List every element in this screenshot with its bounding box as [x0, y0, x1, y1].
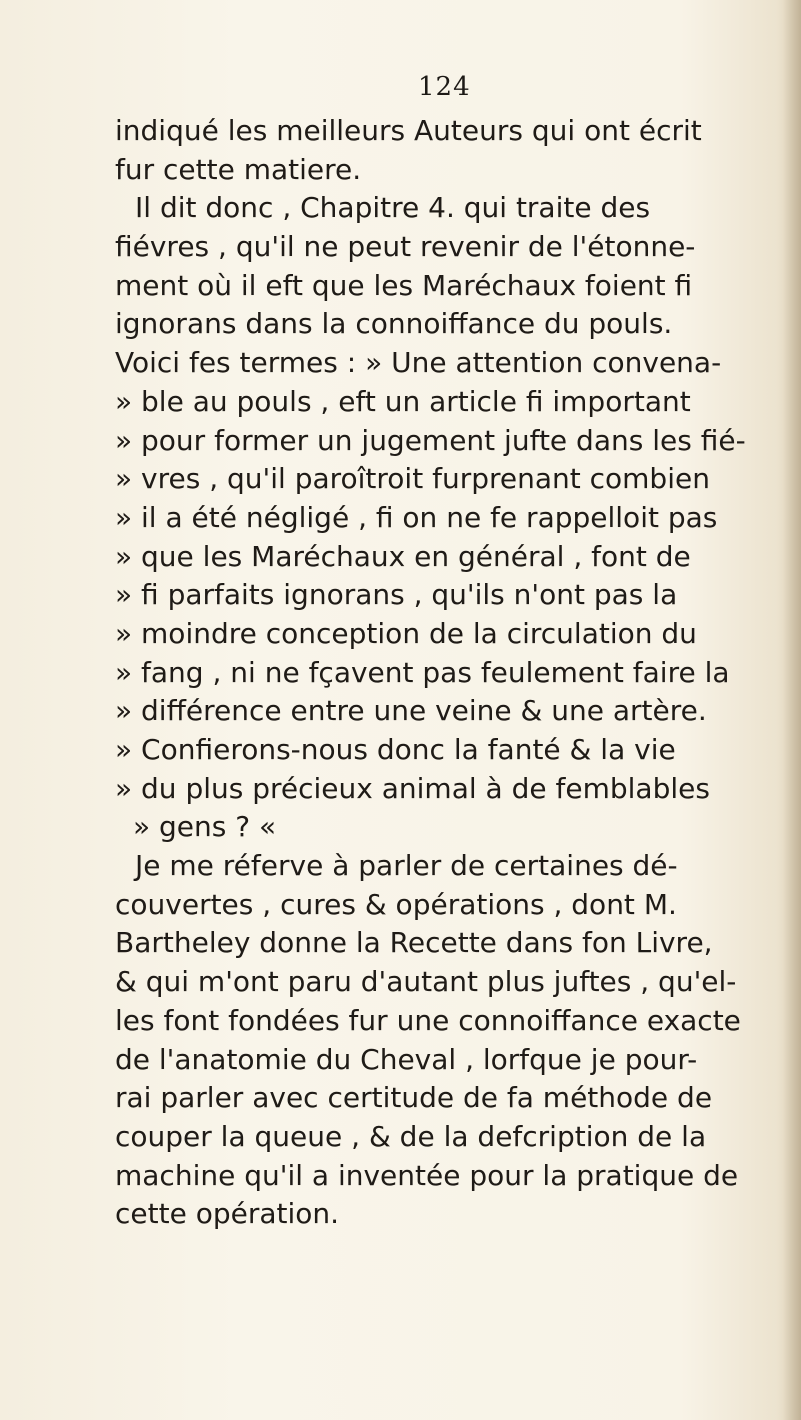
- quote-line: » du plus précieux animal à de femblables: [115, 771, 710, 805]
- quote-line: » Confierons-nous donc la fanté & la vie: [115, 733, 676, 766]
- text-line: de l'anatomie du Cheval , lorfque je pour-: [115, 1042, 698, 1076]
- quote-line: » gens ? «: [133, 810, 277, 844]
- text-line: rai parler avec certitude de fa méthode de: [115, 1081, 713, 1115]
- body-text: [115, 112, 795, 1234]
- text-line: Voici fes termes : » Une attention convena-: [115, 346, 722, 380]
- quote-line: » il a été négligé , fi on ne fe rappelloit pas: [115, 500, 718, 534]
- quote-line: » que les Maréchaux en général , font de: [115, 539, 691, 573]
- text-line: indiqué les meilleurs Auteurs qui ont écrit: [115, 114, 702, 147]
- text-line: couvertes , cures & opérations , dont M.: [115, 887, 677, 921]
- text-line: ignorans dans la connoiffance du pouls.: [115, 307, 673, 341]
- text-line: fur cette matiere.: [115, 152, 362, 186]
- quote-line: » fi parfaits ignorans , qu'ils n'ont pas la: [115, 578, 678, 612]
- text-line: Bartheley donne la Recette dans fon Livre,: [115, 926, 713, 960]
- text-line: ment où il eft que les Maréchaux foient fi: [115, 268, 693, 302]
- text-line: & qui m'ont paru d'autant plus juftes , qu'el-: [115, 965, 737, 999]
- text-line: fiévres , qu'il ne peut revenir de l'étonne-: [115, 230, 696, 264]
- text-line: les font fondées fur une connoiffance exacte: [115, 1003, 741, 1037]
- quote-line: » différence entre une veine & une artère.: [115, 694, 707, 728]
- paragraph-start-line: Je me réferve à parler de certaines dé-: [135, 849, 678, 883]
- text-line: cette opération.: [115, 1197, 340, 1231]
- text-line: machine qu'il a inventée pour la pratique de: [115, 1158, 739, 1192]
- quote-line: » moindre conception de la circulation du: [115, 616, 697, 650]
- paragraph-start-line: Il dit donc , Chapitre 4. qui traite des: [135, 191, 651, 225]
- quote-line: » ble au pouls , eft un article fi important: [115, 384, 691, 418]
- quote-line: » vres , qu'il paroîtroit furprenant combien: [115, 462, 710, 496]
- page-number: 124: [418, 72, 471, 102]
- quote-line: » pour former un jugement jufte dans les fié-: [115, 423, 746, 457]
- quote-line: » fang , ni ne fçavent pas feulement faire la: [115, 655, 730, 689]
- text-line: couper la queue , & de la defcription de la: [115, 1119, 707, 1153]
